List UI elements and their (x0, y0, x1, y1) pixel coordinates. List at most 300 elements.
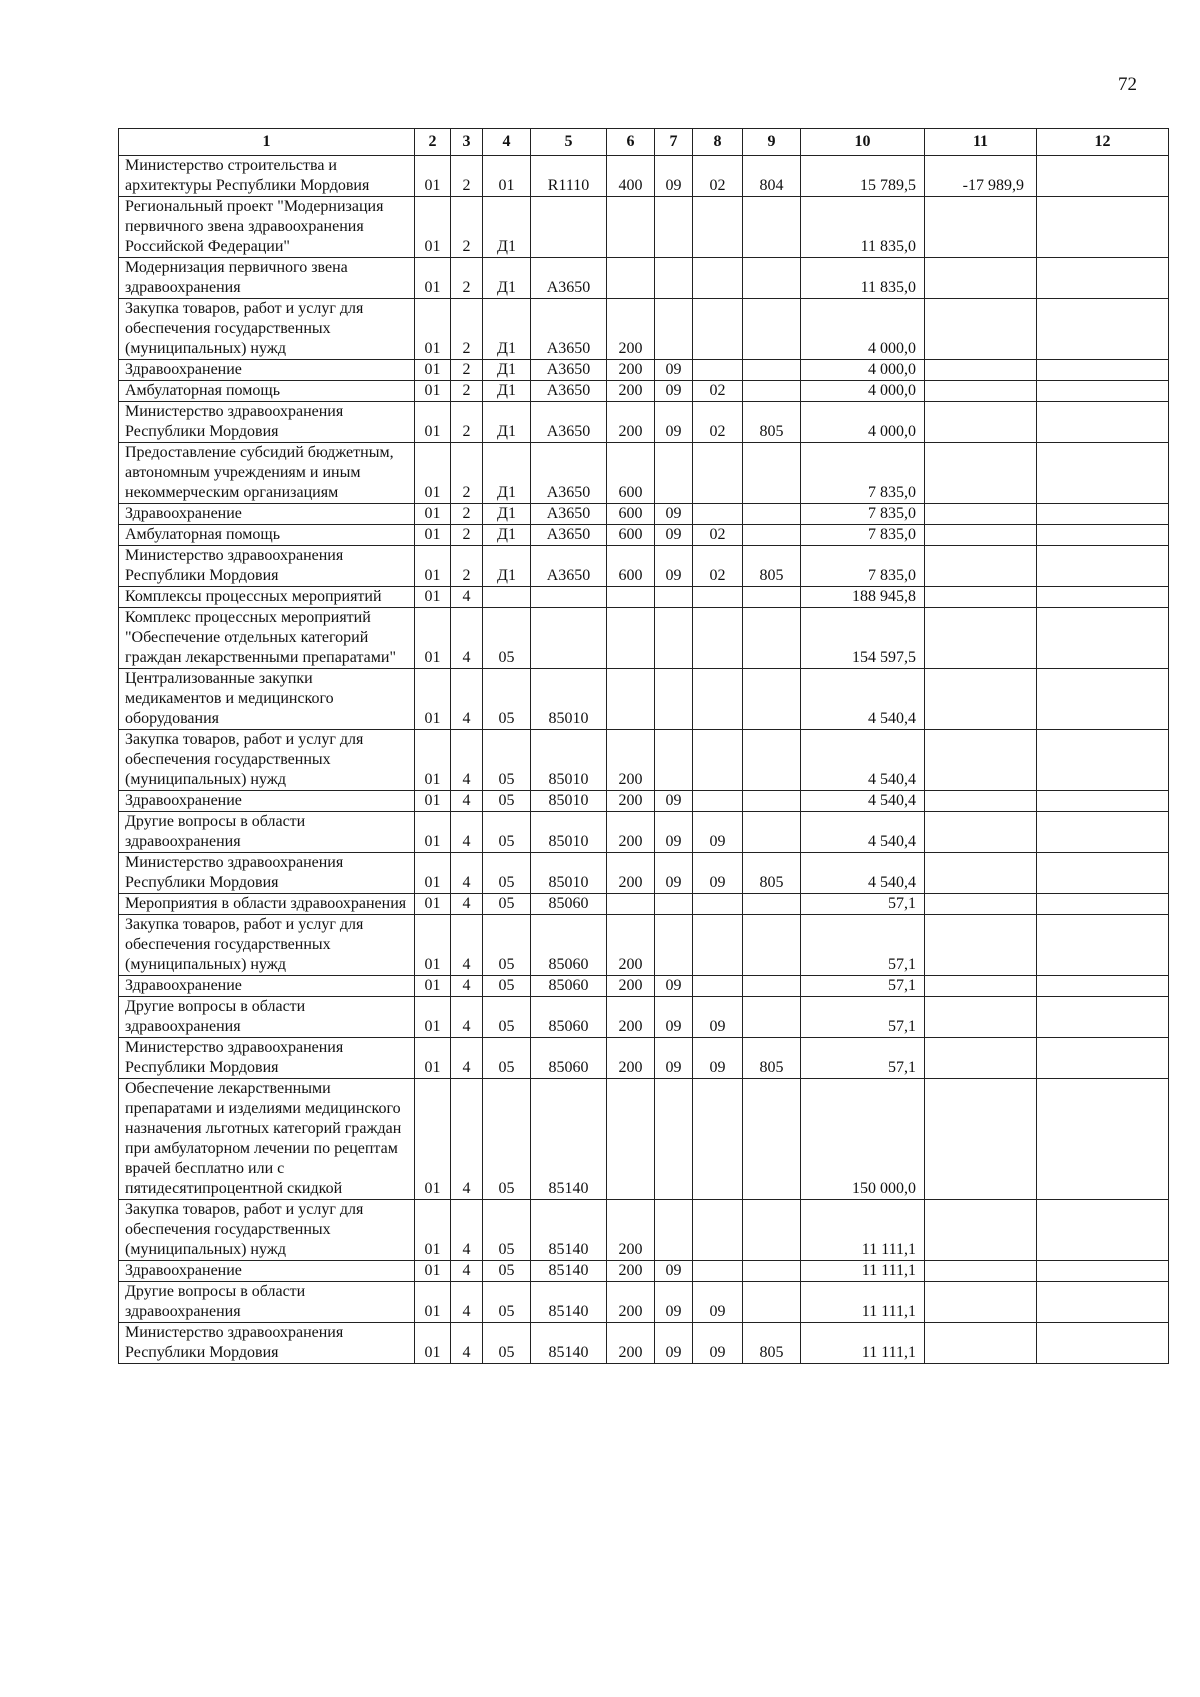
cell-col-2: 01 (415, 1038, 451, 1079)
cell-col-5 (531, 197, 607, 258)
table-row (119, 156, 1169, 197)
cell-col-11 (925, 1261, 1037, 1282)
cell-col-11 (925, 381, 1037, 402)
cell-col-12 (1037, 997, 1169, 1038)
cell-col-8 (693, 197, 743, 258)
cell-col-2: 01 (415, 1261, 451, 1282)
budget-table (118, 128, 1169, 1364)
cell-col-7: 09 (655, 1323, 693, 1364)
cell-col-7 (655, 1079, 693, 1200)
cell-col-5: А3650 (531, 525, 607, 546)
cell-col-12 (1037, 402, 1169, 443)
table-row (119, 730, 1169, 791)
cell-col-2: 01 (415, 997, 451, 1038)
table-row (119, 402, 1169, 443)
row-name-cell: Закупка товаров, работ и услуг для обеспечения государственных (муниципальных) нужд (119, 299, 415, 360)
cell-col-5: А3650 (531, 360, 607, 381)
cell-col-8 (693, 730, 743, 791)
column-header-12: 12 (1037, 129, 1169, 156)
cell-col-8 (693, 587, 743, 608)
cell-col-7: 09 (655, 791, 693, 812)
cell-col-10: 150 000,0 (801, 1079, 925, 1200)
row-name-cell: Здравоохранение (119, 1261, 415, 1282)
table-row (119, 791, 1169, 812)
cell-col-9 (743, 894, 801, 915)
cell-col-6: 200 (607, 976, 655, 997)
cell-col-2: 01 (415, 381, 451, 402)
cell-col-8 (693, 608, 743, 669)
row-name-cell: Обеспечение лекарственными препаратами и изделиями медицинского назначения льготных категорий граждан при амбулаторном лечении по рецептам врачей бесплатно или с пятидесятипроцентной скидкой (119, 1079, 415, 1200)
table-row (119, 525, 1169, 546)
cell-col-3: 2 (451, 258, 483, 299)
cell-col-8: 09 (693, 1323, 743, 1364)
cell-col-6: 200 (607, 299, 655, 360)
cell-col-3: 4 (451, 853, 483, 894)
row-name-cell: Комплексы процессных мероприятий (119, 587, 415, 608)
cell-col-5: 85060 (531, 976, 607, 997)
row-name-cell: Здравоохранение (119, 976, 415, 997)
cell-col-11 (925, 1323, 1037, 1364)
cell-col-8 (693, 669, 743, 730)
cell-col-11 (925, 608, 1037, 669)
cell-col-9 (743, 197, 801, 258)
cell-col-7 (655, 1200, 693, 1261)
cell-col-4: 05 (483, 1261, 531, 1282)
cell-col-4: 05 (483, 669, 531, 730)
cell-col-11 (925, 812, 1037, 853)
cell-col-10: 4 540,4 (801, 812, 925, 853)
cell-col-4: 05 (483, 791, 531, 812)
cell-col-5 (531, 608, 607, 669)
cell-col-9: 805 (743, 546, 801, 587)
cell-col-8: 02 (693, 156, 743, 197)
cell-col-10: 15 789,5 (801, 156, 925, 197)
cell-col-9 (743, 1261, 801, 1282)
cell-col-6 (607, 587, 655, 608)
cell-col-5: 85060 (531, 915, 607, 976)
cell-col-9 (743, 1079, 801, 1200)
cell-col-9 (743, 791, 801, 812)
cell-col-11 (925, 730, 1037, 791)
cell-col-8 (693, 1079, 743, 1200)
cell-col-10: 188 945,8 (801, 587, 925, 608)
cell-col-12 (1037, 546, 1169, 587)
cell-col-10: 57,1 (801, 894, 925, 915)
cell-col-8: 02 (693, 402, 743, 443)
cell-col-5: 85140 (531, 1079, 607, 1200)
row-name-cell: Комплекс процессных мероприятий "Обеспечение отдельных категорий граждан лекарственными препаратами" (119, 608, 415, 669)
cell-col-9 (743, 525, 801, 546)
cell-col-3: 4 (451, 1079, 483, 1200)
cell-col-12 (1037, 360, 1169, 381)
cell-col-5: А3650 (531, 258, 607, 299)
cell-col-2: 01 (415, 546, 451, 587)
cell-col-2: 01 (415, 156, 451, 197)
cell-col-9 (743, 812, 801, 853)
cell-col-3: 4 (451, 915, 483, 976)
table-row (119, 976, 1169, 997)
cell-col-5: А3650 (531, 402, 607, 443)
row-name-cell: Амбулаторная помощь (119, 525, 415, 546)
cell-col-7: 09 (655, 402, 693, 443)
cell-col-12 (1037, 381, 1169, 402)
cell-col-11 (925, 976, 1037, 997)
cell-col-10: 7 835,0 (801, 443, 925, 504)
cell-col-4: 05 (483, 853, 531, 894)
cell-col-2: 01 (415, 402, 451, 443)
row-name-cell: Министерство здравоохранения Республики Мордовия (119, 1323, 415, 1364)
cell-col-12 (1037, 1261, 1169, 1282)
cell-col-2: 01 (415, 791, 451, 812)
column-header-4: 4 (483, 129, 531, 156)
cell-col-10: 11 835,0 (801, 258, 925, 299)
cell-col-5: 85010 (531, 853, 607, 894)
cell-col-7: 09 (655, 525, 693, 546)
cell-col-11: -17 989,9 (925, 156, 1037, 197)
cell-col-10: 7 835,0 (801, 504, 925, 525)
cell-col-3: 4 (451, 976, 483, 997)
cell-col-3: 4 (451, 1261, 483, 1282)
cell-col-10: 4 000,0 (801, 402, 925, 443)
cell-col-4: Д1 (483, 381, 531, 402)
row-name-cell: Закупка товаров, работ и услуг для обеспечения государственных (муниципальных) нужд (119, 730, 415, 791)
cell-col-9 (743, 587, 801, 608)
cell-col-12 (1037, 587, 1169, 608)
cell-col-8: 09 (693, 997, 743, 1038)
cell-col-5: 85140 (531, 1261, 607, 1282)
cell-col-12 (1037, 608, 1169, 669)
cell-col-7 (655, 669, 693, 730)
cell-col-9: 804 (743, 156, 801, 197)
cell-col-2: 01 (415, 976, 451, 997)
cell-col-12 (1037, 525, 1169, 546)
cell-col-7 (655, 443, 693, 504)
cell-col-6: 600 (607, 443, 655, 504)
cell-col-5: А3650 (531, 546, 607, 587)
cell-col-10: 4 540,4 (801, 730, 925, 791)
cell-col-11 (925, 997, 1037, 1038)
cell-col-9 (743, 997, 801, 1038)
column-header-5: 5 (531, 129, 607, 156)
cell-col-12 (1037, 443, 1169, 504)
cell-col-10: 11 835,0 (801, 197, 925, 258)
cell-col-11 (925, 360, 1037, 381)
table-row (119, 997, 1169, 1038)
cell-col-10: 7 835,0 (801, 525, 925, 546)
row-name-cell: Другие вопросы в области здравоохранения (119, 1282, 415, 1323)
table-row (119, 608, 1169, 669)
cell-col-11 (925, 525, 1037, 546)
cell-col-10: 11 111,1 (801, 1323, 925, 1364)
cell-col-3: 4 (451, 1282, 483, 1323)
row-name-cell: Министерство здравоохранения Республики Мордовия (119, 402, 415, 443)
cell-col-5: 85010 (531, 812, 607, 853)
cell-col-7: 09 (655, 1038, 693, 1079)
cell-col-11 (925, 258, 1037, 299)
cell-col-10: 7 835,0 (801, 546, 925, 587)
cell-col-10: 57,1 (801, 1038, 925, 1079)
cell-col-9 (743, 381, 801, 402)
cell-col-6: 200 (607, 1038, 655, 1079)
row-name-cell: Здравоохранение (119, 360, 415, 381)
cell-col-4: 05 (483, 915, 531, 976)
cell-col-10: 11 111,1 (801, 1282, 925, 1323)
cell-col-11 (925, 443, 1037, 504)
column-header-11: 11 (925, 129, 1037, 156)
cell-col-5: 85140 (531, 1282, 607, 1323)
cell-col-7: 09 (655, 381, 693, 402)
cell-col-12 (1037, 1038, 1169, 1079)
cell-col-2: 01 (415, 915, 451, 976)
row-name-cell: Мероприятия в области здравоохранения (119, 894, 415, 915)
table-row (119, 258, 1169, 299)
cell-col-11 (925, 669, 1037, 730)
table-row (119, 1038, 1169, 1079)
page-number: 72 (1118, 74, 1137, 95)
table-row (119, 669, 1169, 730)
cell-col-2: 01 (415, 669, 451, 730)
cell-col-4: 05 (483, 812, 531, 853)
cell-col-2: 01 (415, 853, 451, 894)
cell-col-7: 09 (655, 976, 693, 997)
cell-col-11 (925, 587, 1037, 608)
cell-col-9 (743, 443, 801, 504)
cell-col-3: 4 (451, 1323, 483, 1364)
cell-col-9 (743, 360, 801, 381)
table-row (119, 299, 1169, 360)
cell-col-4: Д1 (483, 443, 531, 504)
cell-col-4: 05 (483, 1079, 531, 1200)
cell-col-8 (693, 258, 743, 299)
cell-col-11 (925, 853, 1037, 894)
cell-col-6: 200 (607, 915, 655, 976)
cell-col-6: 200 (607, 1282, 655, 1323)
cell-col-4: Д1 (483, 299, 531, 360)
table-row (119, 853, 1169, 894)
cell-col-9: 805 (743, 853, 801, 894)
cell-col-12 (1037, 1323, 1169, 1364)
cell-col-2: 01 (415, 894, 451, 915)
cell-col-8 (693, 1261, 743, 1282)
table-row (119, 1261, 1169, 1282)
cell-col-7: 09 (655, 156, 693, 197)
cell-col-7 (655, 587, 693, 608)
cell-col-4: 05 (483, 894, 531, 915)
cell-col-6: 200 (607, 853, 655, 894)
cell-col-8 (693, 915, 743, 976)
row-name-cell: Министерство здравоохранения Республики Мордовия (119, 546, 415, 587)
cell-col-8: 02 (693, 525, 743, 546)
cell-col-10: 57,1 (801, 976, 925, 997)
cell-col-5: 85010 (531, 669, 607, 730)
cell-col-9: 805 (743, 1038, 801, 1079)
cell-col-5: А3650 (531, 299, 607, 360)
cell-col-6 (607, 608, 655, 669)
cell-col-11 (925, 791, 1037, 812)
cell-col-6: 600 (607, 525, 655, 546)
cell-col-3: 4 (451, 608, 483, 669)
cell-col-7: 09 (655, 1261, 693, 1282)
cell-col-6 (607, 669, 655, 730)
cell-col-7 (655, 608, 693, 669)
cell-col-12 (1037, 791, 1169, 812)
table-row (119, 197, 1169, 258)
row-name-cell: Другие вопросы в области здравоохранения (119, 812, 415, 853)
cell-col-6 (607, 1079, 655, 1200)
cell-col-9 (743, 504, 801, 525)
cell-col-3: 2 (451, 360, 483, 381)
cell-col-8: 02 (693, 381, 743, 402)
cell-col-6: 200 (607, 402, 655, 443)
row-name-cell: Амбулаторная помощь (119, 381, 415, 402)
cell-col-6: 200 (607, 360, 655, 381)
cell-col-5: 85140 (531, 1200, 607, 1261)
cell-col-2: 01 (415, 443, 451, 504)
cell-col-7: 09 (655, 812, 693, 853)
cell-col-8: 09 (693, 1038, 743, 1079)
cell-col-7: 09 (655, 546, 693, 587)
cell-col-6 (607, 894, 655, 915)
cell-col-4: Д1 (483, 525, 531, 546)
cell-col-8: 09 (693, 853, 743, 894)
cell-col-10: 4 000,0 (801, 381, 925, 402)
cell-col-4: Д1 (483, 504, 531, 525)
cell-col-6: 200 (607, 730, 655, 791)
column-header-3: 3 (451, 129, 483, 156)
cell-col-6: 200 (607, 812, 655, 853)
cell-col-12 (1037, 299, 1169, 360)
cell-col-7 (655, 197, 693, 258)
cell-col-8 (693, 504, 743, 525)
cell-col-10: 154 597,5 (801, 608, 925, 669)
cell-col-2: 01 (415, 360, 451, 381)
cell-col-5: 85140 (531, 1323, 607, 1364)
cell-col-10: 4 540,4 (801, 853, 925, 894)
cell-col-4: 05 (483, 730, 531, 791)
cell-col-4: 05 (483, 1282, 531, 1323)
cell-col-11 (925, 197, 1037, 258)
cell-col-2: 01 (415, 525, 451, 546)
cell-col-4: Д1 (483, 258, 531, 299)
cell-col-12 (1037, 1079, 1169, 1200)
cell-col-2: 01 (415, 608, 451, 669)
table-row (119, 381, 1169, 402)
table-row (119, 812, 1169, 853)
cell-col-12 (1037, 504, 1169, 525)
cell-col-5: А3650 (531, 443, 607, 504)
cell-col-7: 09 (655, 1282, 693, 1323)
cell-col-11 (925, 546, 1037, 587)
cell-col-8: 09 (693, 1282, 743, 1323)
cell-col-9: 805 (743, 402, 801, 443)
cell-col-5: 85010 (531, 791, 607, 812)
cell-col-3: 2 (451, 299, 483, 360)
row-name-cell: Другие вопросы в области здравоохранения (119, 997, 415, 1038)
cell-col-11 (925, 504, 1037, 525)
cell-col-12 (1037, 197, 1169, 258)
cell-col-2: 01 (415, 1200, 451, 1261)
cell-col-11 (925, 1079, 1037, 1200)
cell-col-12 (1037, 1282, 1169, 1323)
cell-col-10: 4 540,4 (801, 791, 925, 812)
cell-col-2: 01 (415, 197, 451, 258)
cell-col-12 (1037, 669, 1169, 730)
cell-col-9 (743, 1200, 801, 1261)
cell-col-7: 09 (655, 997, 693, 1038)
cell-col-6: 600 (607, 546, 655, 587)
cell-col-4: Д1 (483, 402, 531, 443)
cell-col-8 (693, 976, 743, 997)
column-header-9: 9 (743, 129, 801, 156)
cell-col-9 (743, 258, 801, 299)
cell-col-5: 85060 (531, 1038, 607, 1079)
cell-col-4: 05 (483, 608, 531, 669)
cell-col-7: 09 (655, 853, 693, 894)
cell-col-3: 2 (451, 504, 483, 525)
table-row (119, 1323, 1169, 1364)
cell-col-11 (925, 402, 1037, 443)
cell-col-9 (743, 730, 801, 791)
cell-col-8: 09 (693, 812, 743, 853)
cell-col-8 (693, 299, 743, 360)
cell-col-6: 200 (607, 997, 655, 1038)
table-row (119, 504, 1169, 525)
cell-col-8 (693, 360, 743, 381)
cell-col-10: 57,1 (801, 915, 925, 976)
cell-col-10: 4 000,0 (801, 360, 925, 381)
header-row (119, 129, 1169, 156)
row-name-cell: Здравоохранение (119, 791, 415, 812)
cell-col-5 (531, 587, 607, 608)
cell-col-6: 200 (607, 1261, 655, 1282)
cell-col-9 (743, 608, 801, 669)
row-name-cell: Министерство строительства и архитектуры Республики Мордовия (119, 156, 415, 197)
cell-col-8: 02 (693, 546, 743, 587)
cell-col-9 (743, 299, 801, 360)
cell-col-7 (655, 299, 693, 360)
cell-col-7: 09 (655, 504, 693, 525)
cell-col-4: 05 (483, 976, 531, 997)
cell-col-4: Д1 (483, 546, 531, 587)
row-name-cell: Закупка товаров, работ и услуг для обеспечения государственных (муниципальных) нужд (119, 915, 415, 976)
column-header-6: 6 (607, 129, 655, 156)
cell-col-10: 11 111,1 (801, 1200, 925, 1261)
cell-col-3: 2 (451, 443, 483, 504)
cell-col-9 (743, 669, 801, 730)
cell-col-6 (607, 258, 655, 299)
cell-col-12 (1037, 258, 1169, 299)
cell-col-2: 01 (415, 1323, 451, 1364)
column-header-2: 2 (415, 129, 451, 156)
cell-col-8 (693, 791, 743, 812)
cell-col-4: Д1 (483, 360, 531, 381)
cell-col-7 (655, 258, 693, 299)
cell-col-4: 05 (483, 1200, 531, 1261)
cell-col-10: 4 540,4 (801, 669, 925, 730)
row-name-cell: Закупка товаров, работ и услуг для обеспечения государственных (муниципальных) нужд (119, 1200, 415, 1261)
cell-col-4: 01 (483, 156, 531, 197)
column-header-1: 1 (119, 129, 415, 156)
cell-col-12 (1037, 1200, 1169, 1261)
table-header (119, 129, 1169, 156)
cell-col-11 (925, 894, 1037, 915)
cell-col-11 (925, 1200, 1037, 1261)
cell-col-4: Д1 (483, 197, 531, 258)
cell-col-8 (693, 443, 743, 504)
cell-col-2: 01 (415, 299, 451, 360)
cell-col-2: 01 (415, 1079, 451, 1200)
cell-col-3: 2 (451, 381, 483, 402)
